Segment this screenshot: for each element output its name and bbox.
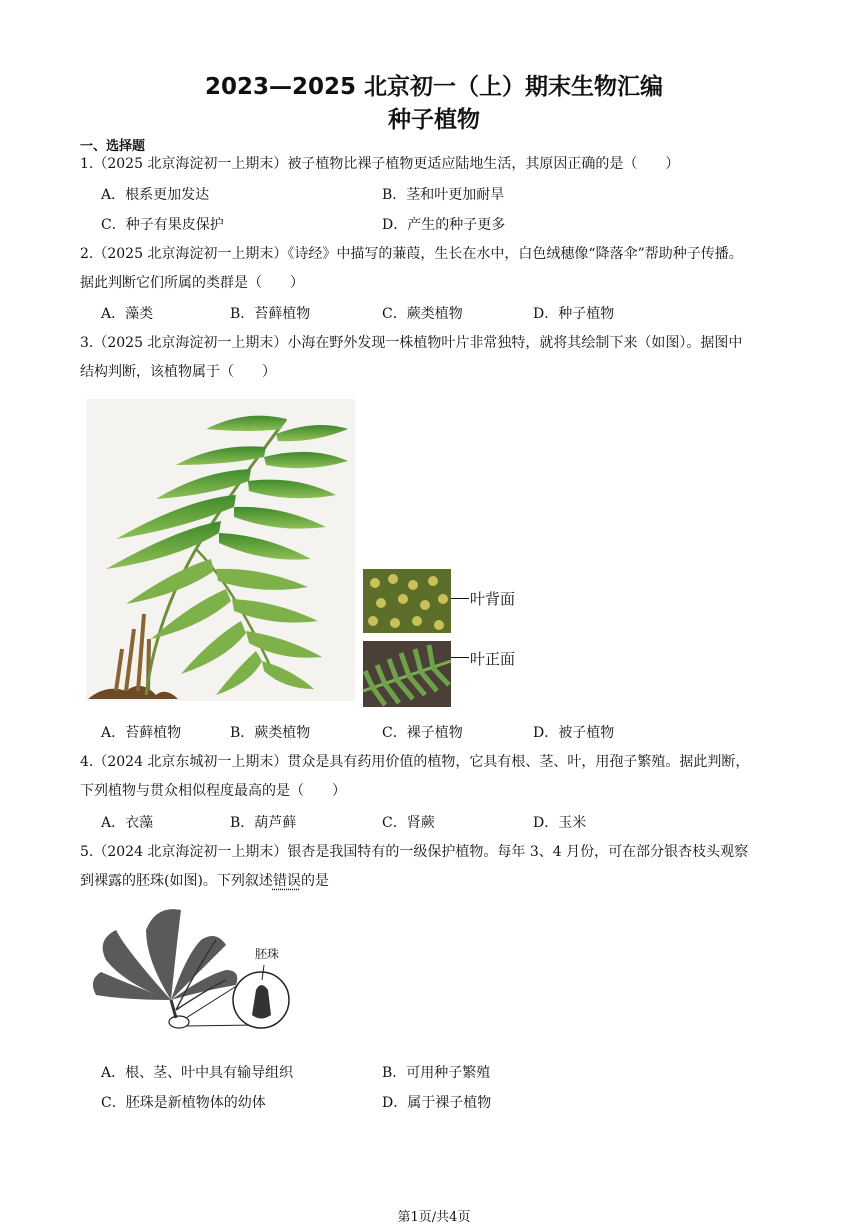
ginkgo-illustration	[86, 900, 296, 1035]
question-4-stem-line1: 4.（2024 北京东城初一上期末）贯众是具有药用价值的植物，它具有根、茎、叶，用孢子繁殖。据此判断，	[80, 754, 750, 770]
q1-option-d: D．产生的种子更多	[382, 217, 506, 233]
leaf-front-label: 叶正面	[470, 650, 516, 668]
leaf-back-photo	[363, 569, 451, 633]
question-5-stem-line1: 5.（2024 北京海淀初一上期末）银杏是我国特有的一级保护植物。每年 3、4 月份，可在部分银杏枝头观察	[80, 844, 749, 860]
q3-option-c: C．裸子植物	[382, 725, 463, 741]
q2-option-a: A．藻类	[101, 306, 154, 322]
question-2-stem-line2: 据此判断它们所属的类群是（ ）	[80, 275, 304, 291]
q5-stem-pre: 到裸露的胚珠(如图)。下列叙述	[80, 873, 273, 889]
leaf-front-photo	[363, 641, 451, 707]
q1-option-a: A．根系更加发达	[101, 187, 210, 203]
q1-option-c: C．种子有果皮保护	[101, 217, 224, 233]
q1-option-b: B．茎和叶更加耐旱	[382, 187, 505, 203]
fern-illustration	[86, 399, 355, 701]
page-subtitle: 种子植物	[388, 107, 480, 133]
q5-option-a: A．根、茎、叶中具有输导组织	[101, 1065, 294, 1081]
question-2-stem-line1: 2.（2025 北京海淀初一上期末）《诗经》中描写的蒹葭，生长在水中，白色绒穗像“降落伞”帮助种子传播。	[80, 246, 743, 262]
q3-option-a: A．苔藓植物	[101, 725, 182, 741]
q4-option-c: C．肾蕨	[382, 815, 435, 831]
question-5-stem-line2	[80, 871, 329, 891]
q5-stem-emphasis: 错误	[272, 873, 301, 889]
question-4-stem-line2: 下列植物与贯众相似程度最高的是（ ）	[80, 783, 346, 799]
q3-option-d: D．被子植物	[533, 725, 615, 741]
ovule-label: 胚珠	[255, 947, 280, 961]
label-line-back	[451, 598, 469, 599]
page-title: 2023—2025 北京初一（上）期末生物汇编	[204, 74, 664, 100]
q5-option-c: C．胚珠是新植物体的幼体	[101, 1095, 266, 1111]
question-1-stem: 1.（2025 北京海淀初一上期末）被子植物比裸子植物更适应陆地生活，其原因正确的是（ ）	[80, 156, 680, 172]
q4-option-b: B．葫芦藓	[230, 815, 297, 831]
q2-option-c: C．蕨类植物	[382, 306, 463, 322]
q4-option-d: D．玉米	[533, 815, 587, 831]
q2-option-b: B．苔藓植物	[230, 306, 311, 322]
q5-stem-post: 的是	[300, 873, 329, 889]
question-3-stem-line1: 3.（2025 北京海淀初一上期末）小海在野外发现一株植物叶片非常独特，就将其绘制下来（如图）。据图中	[80, 335, 743, 351]
leaf-back-label: 叶背面	[470, 590, 516, 608]
page-number: 第1页/共4页	[397, 1210, 471, 1225]
q5-option-d: D．属于裸子植物	[382, 1095, 492, 1111]
q3-option-b: B．蕨类植物	[230, 725, 311, 741]
label-line-front	[451, 657, 469, 658]
section-heading: 一、选择题	[80, 139, 146, 154]
q2-option-d: D．种子植物	[533, 306, 615, 322]
question-3-stem-line2: 结构判断，该植物属于（ ）	[80, 364, 276, 380]
q4-option-a: A．衣藻	[101, 815, 154, 831]
q5-option-b: B．可用种子繁殖	[382, 1065, 491, 1081]
